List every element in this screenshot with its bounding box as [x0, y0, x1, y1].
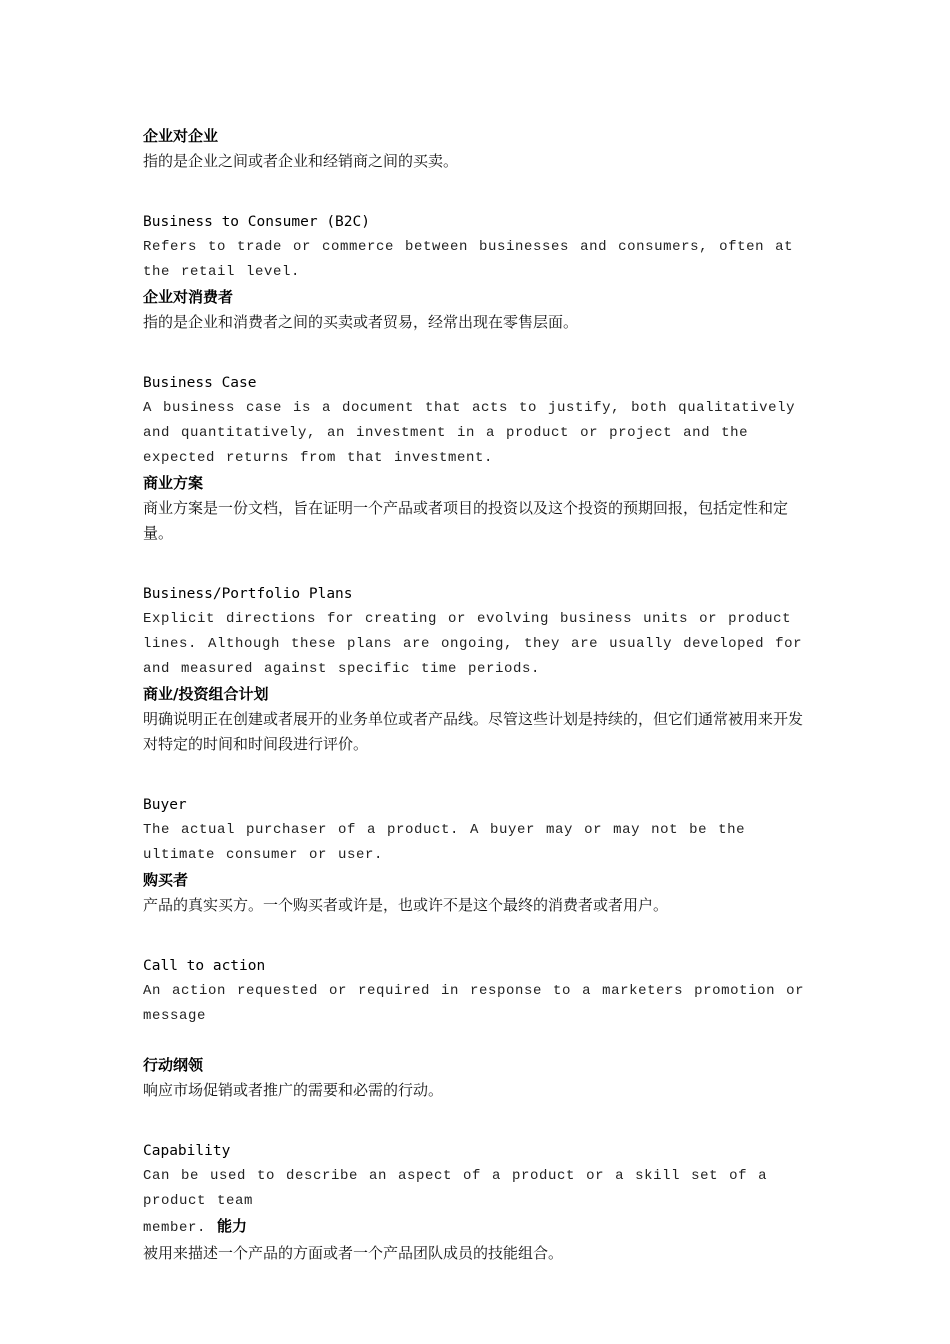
glossary-entry-b2c: [143, 210, 811, 335]
definition-chinese: 指的是企业和消费者之间的买卖或者贸易，经常出现在零售层面。: [143, 313, 579, 331]
term-chinese: 购买者: [143, 871, 189, 889]
definition-chinese: 商业方案是一份文档，旨在证明一个产品或者项目的投资以及这个投资的预期回报，包括定性和定量。: [143, 499, 789, 542]
term-english: Call to action: [143, 958, 266, 974]
glossary-entry-portfolio-plans: [143, 582, 811, 757]
term-chinese: 商业/投资组合计划: [143, 685, 269, 703]
term-english: Capability: [143, 1143, 231, 1159]
definition-english-tail: member.: [143, 1220, 207, 1236]
glossary-entry-buyer: [143, 793, 811, 918]
definition-chinese: 响应市场促销或者推广的需要和必需的行动。: [143, 1081, 444, 1099]
definition-english-continued: [143, 1214, 811, 1241]
definition-english: Can be used to describe an aspect of a product or a skill set of a product team: [143, 1168, 768, 1209]
definition-chinese: 指的是企业之间或者企业和经销商之间的买卖。: [143, 152, 459, 170]
glossary-entry-b2b: [143, 124, 811, 174]
term-chinese: 能力: [217, 1217, 248, 1235]
definition-chinese: 明确说明正在创建或者展开的业务单位或者产品线。尽管这些计划是持续的，但它们通常被用来开发对特定的时间和时间段进行评价。: [143, 710, 804, 753]
definition-chinese: 产品的真实买方。一个购买者或许是，也或许不是这个最终的消费者或者用户。: [143, 896, 669, 914]
term-english: Business Case: [143, 375, 257, 391]
definition-english: Refers to trade or commerce between businesses and consumers, often at the retail level.: [143, 239, 794, 280]
definition-english: An action requested or required in response to a marketers promotion or message: [143, 983, 805, 1024]
term-english: Business to Consumer (B2C): [143, 214, 370, 230]
glossary-entry-capability: [143, 1139, 811, 1266]
definition-chinese: 被用来描述一个产品的方面或者一个产品团队成员的技能组合。: [143, 1244, 564, 1262]
term-english: Business/Portfolio Plans: [143, 586, 353, 602]
term-chinese: 商业方案: [143, 474, 204, 492]
term-chinese: 行动纲领: [143, 1056, 204, 1074]
definition-english: A business case is a document that acts to justify, both qualitatively and quantitatively, an investment in a product or project and the expected returns from that investment.: [143, 400, 796, 466]
definition-english: The actual purchaser of a product. A buyer may or may not be the ultimate consumer or user.: [143, 822, 746, 863]
term-english: Buyer: [143, 797, 187, 813]
glossary-entry-business-case: [143, 371, 811, 546]
document-page: [143, 124, 811, 1266]
term-chinese: 企业对企业: [143, 127, 219, 145]
definition-english: Explicit directions for creating or evolving business units or product lines. Although these plans are ongoing, they are usually developed for and measured against specific time periods.: [143, 611, 803, 677]
term-chinese: 企业对消费者: [143, 288, 234, 306]
glossary-entry-call-to-action: [143, 954, 811, 1103]
